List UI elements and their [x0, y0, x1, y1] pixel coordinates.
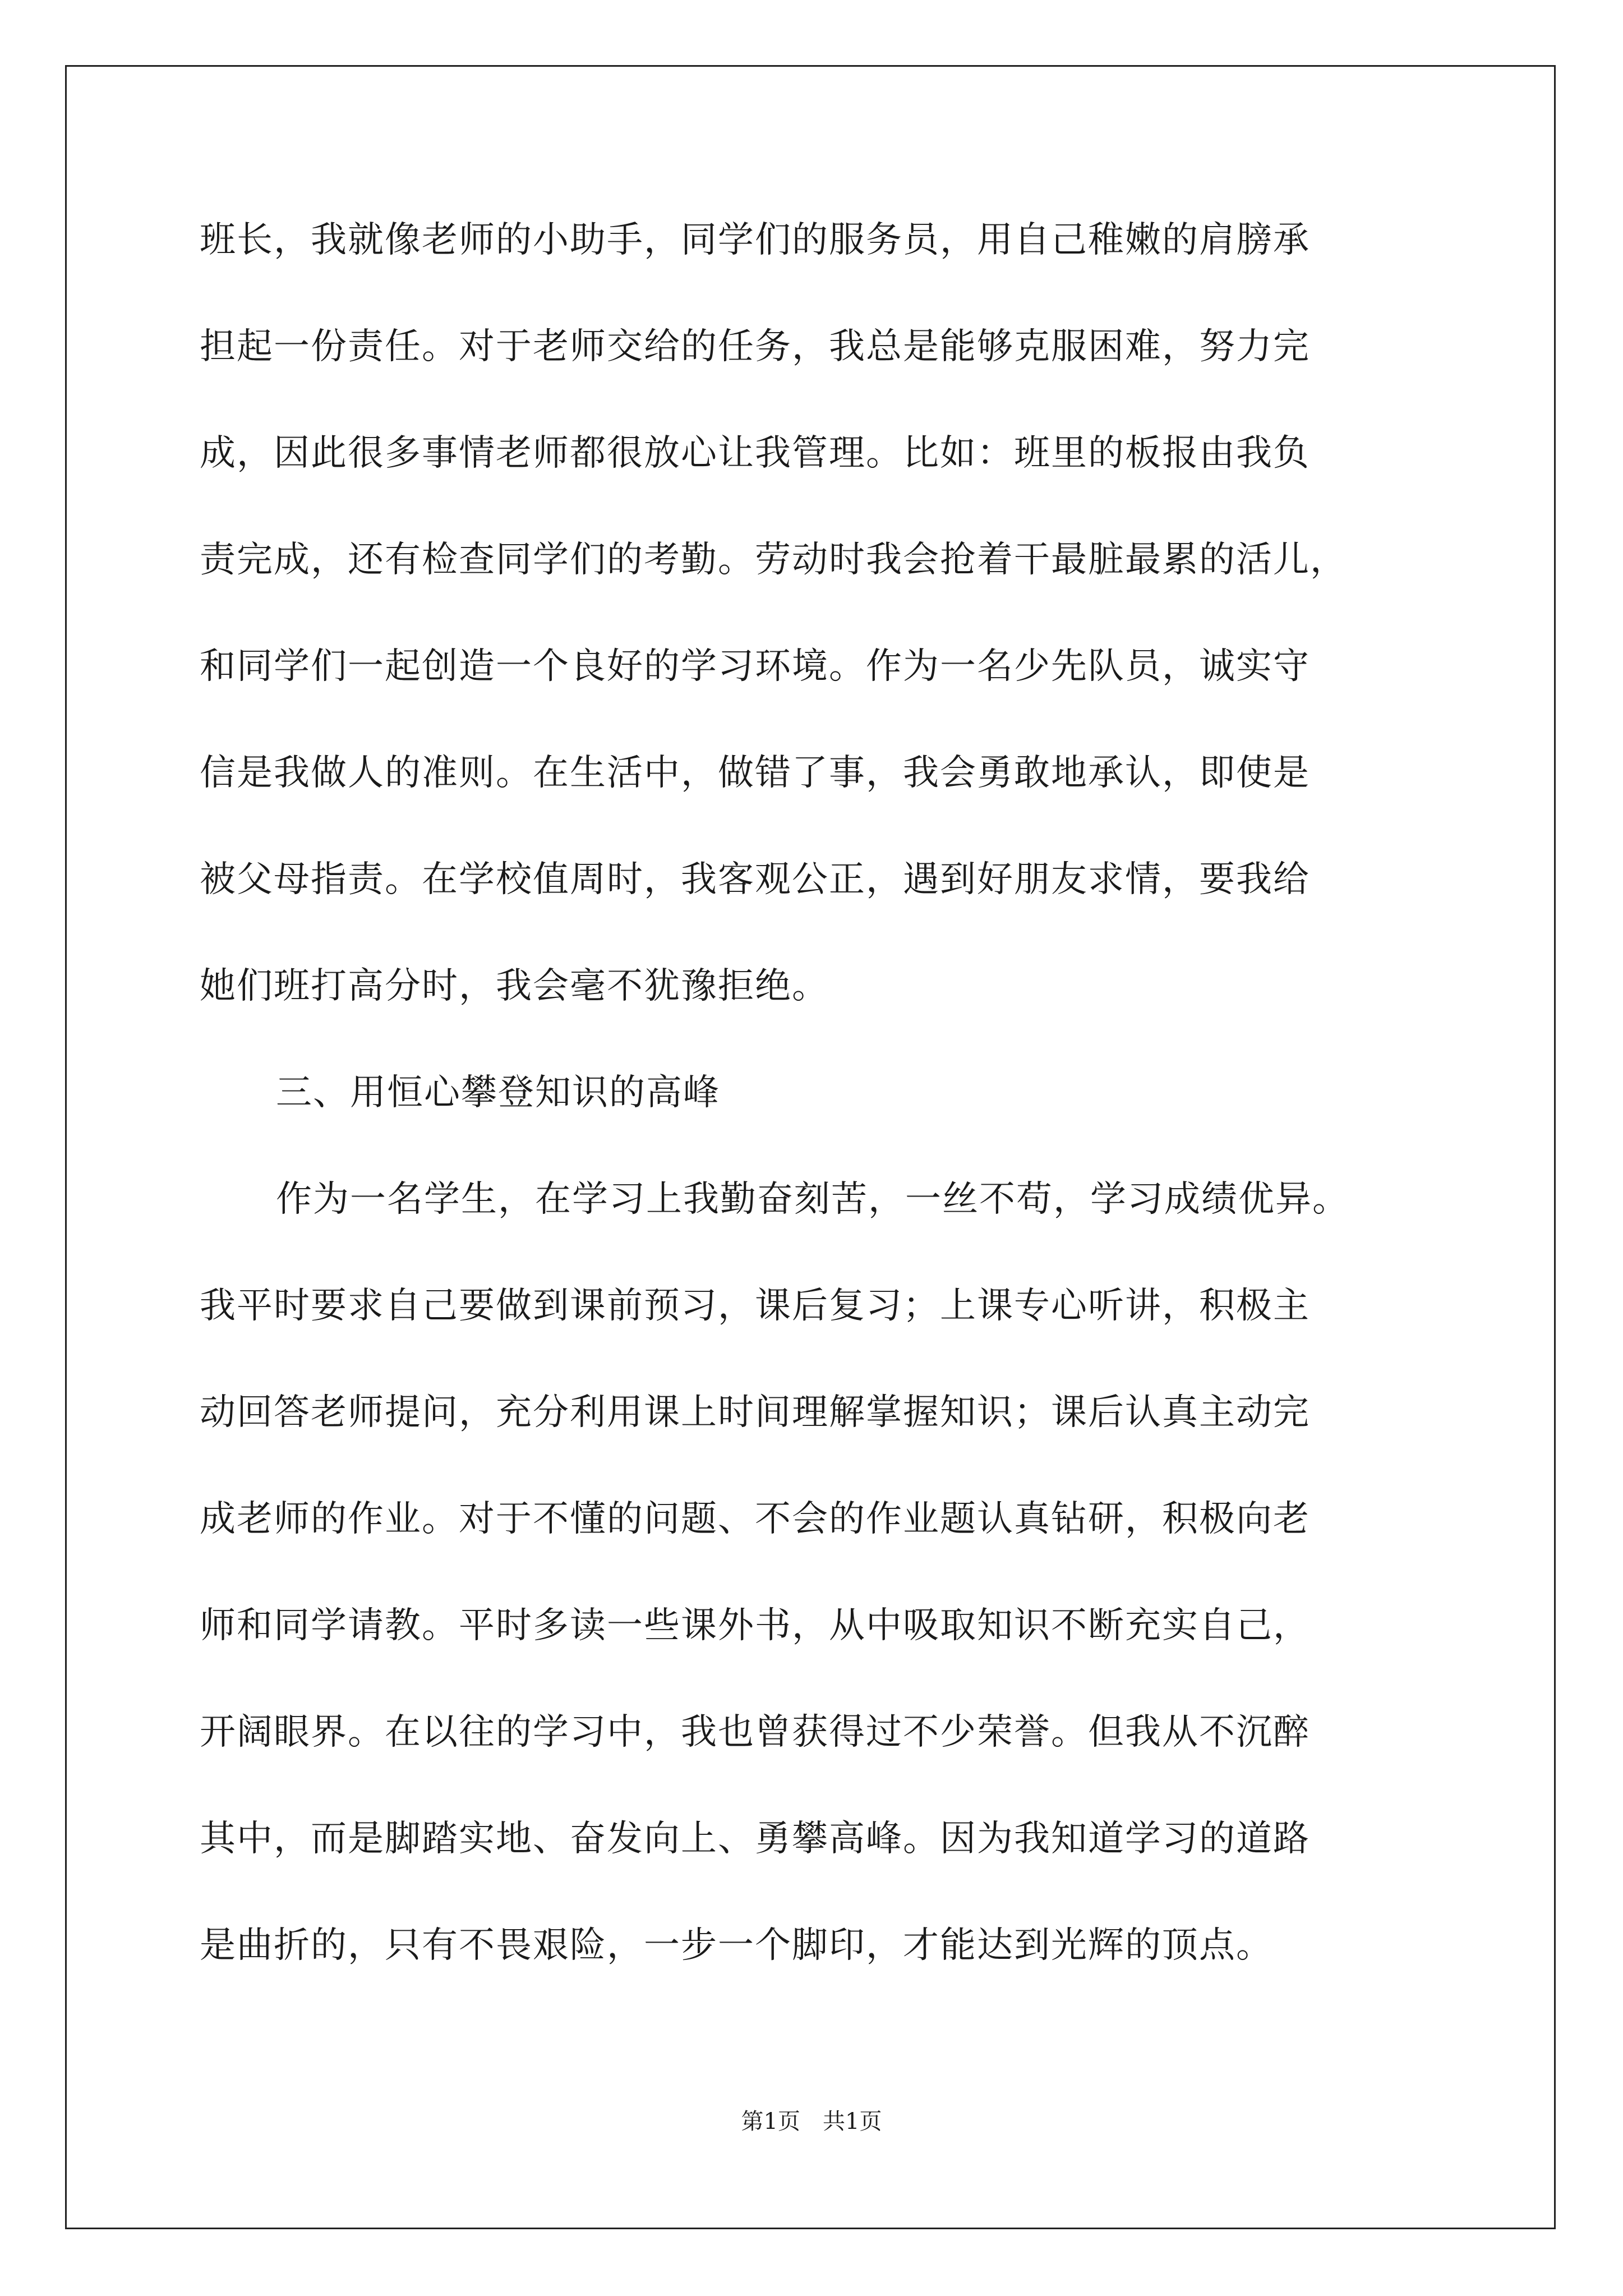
body-line: 其中，而是脚踏实地、奋发向上、勇攀高峰。因为我知道学习的道路 — [200, 1818, 1310, 1860]
body-line: 被父母指责。在学校值周时，我客观公正，遇到好朋友求情，要我给 — [200, 859, 1310, 900]
body-line: 成，因此很多事情老师都很放心让我管理。比如：班里的板报由我负 — [200, 432, 1310, 474]
body-line: 我平时要求自己要做到课前预习，课后复习；上课专心听讲，积极主 — [200, 1285, 1310, 1327]
paragraph-first-line: 作为一名学生，在学习上我勤奋刻苦，一丝不苟，学习成绩优异。 — [276, 1179, 1349, 1220]
body-line: 开阔眼界。在以往的学习中，我也曾获得过不少荣誉。但我从不沉醉 — [200, 1711, 1310, 1753]
body-line: 是曲折的，只有不畏艰险，一步一个脚印，才能达到光辉的顶点。 — [200, 1925, 1273, 1966]
body-line: 她们班打高分时，我会毫不犹豫拒绝。 — [200, 965, 829, 1007]
body-line: 和同学们一起创造一个良好的学习环境。作为一名少先队员，诚实守 — [200, 646, 1310, 687]
body-line: 师和同学请教。平时多读一些课外书，从中吸取知识不断充实自己， — [200, 1605, 1310, 1646]
body-line: 信是我做人的准则。在生活中，做错了事，我会勇敢地承认，即使是 — [200, 752, 1310, 794]
body-line: 成老师的作业。对于不懂的问题、不会的作业题认真钻研，积极向老 — [200, 1498, 1310, 1540]
body-line: 动回答老师提问，充分利用课上时间理解掌握知识；课后认真主动完 — [200, 1392, 1310, 1433]
document-body — [200, 213, 1439, 2025]
body-line: 担起一份责任。对于老师交给的任务，我总是能够克服困难，努力完 — [200, 326, 1310, 367]
body-line: 班长，我就像老师的小助手，同学们的服务员，用自己稚嫩的肩膀承 — [200, 219, 1310, 261]
body-line: 责完成，还有检查同学们的考勤。劳动时我会抢着干最脏最累的活儿， — [200, 539, 1347, 581]
page-footer: 第1页 共1页 — [741, 2109, 882, 2134]
section-heading: 三、用恒心攀登知识的高峰 — [276, 1072, 720, 1114]
